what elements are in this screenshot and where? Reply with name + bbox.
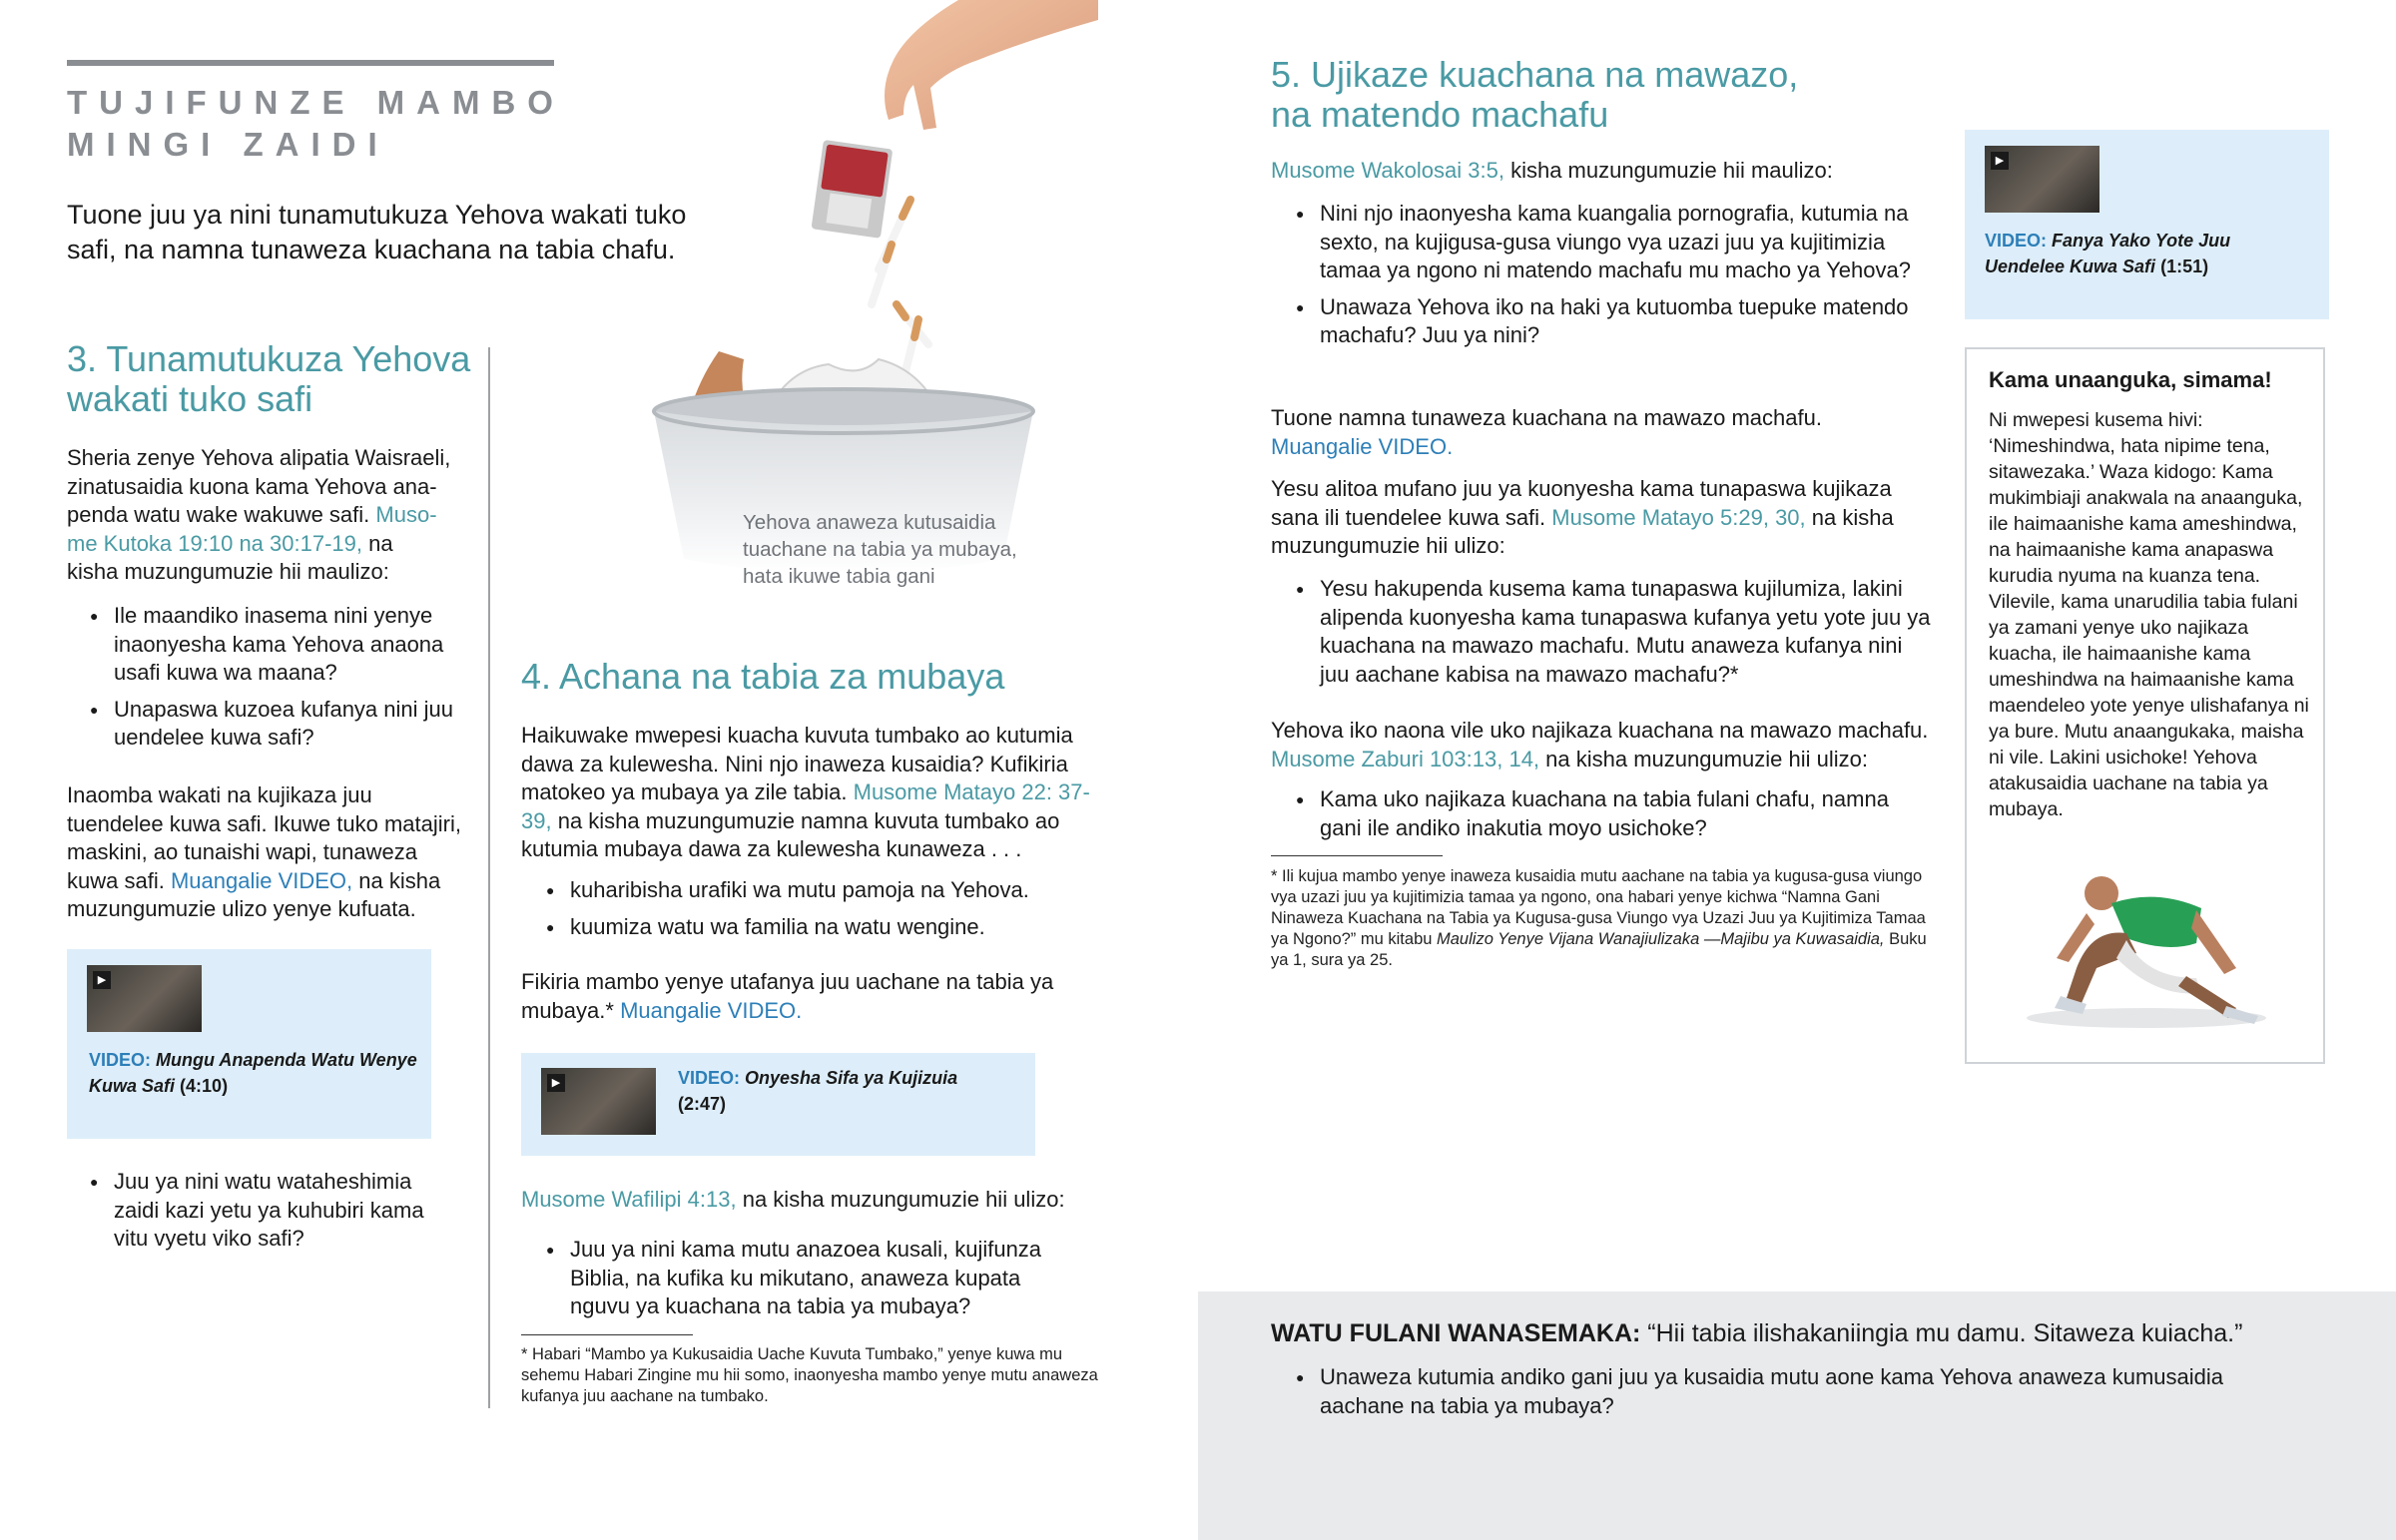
section3-scripture-link-a[interactable]: Muso-	[375, 502, 437, 527]
list-item: ● Kama uko najikaza kuachana na tabia fulani chafu, namna gani ile andiko inakutia moyo usichoke?	[1294, 785, 1933, 842]
page-title	[67, 82, 565, 166]
video-label: VIDEO:	[89, 1050, 152, 1070]
video-title: Fanya Yako Yote Juu Uendelee Kuwa Safi	[1985, 231, 2231, 276]
section3-para1-text-a: Sheria zenye Yehova alipatia Waisraeli,	[67, 445, 451, 470]
list-item: ● kuharibisha urafiki wa mutu pamoja na Yehova.	[544, 876, 1103, 905]
video-caption	[89, 1047, 418, 1099]
section4-para1	[521, 722, 1100, 864]
play-icon[interactable]: ▶	[547, 1074, 565, 1092]
bottom-panel-quote: “Hii tabia ilishakaniingia mu damu. Sitaweza kuiacha.”	[1640, 1319, 2243, 1347]
section4-para2	[521, 968, 1100, 1025]
video-duration: (1:51)	[2160, 257, 2209, 276]
section5-para2-after: na kisha muzungumuzie hii ulizo:	[1271, 504, 1894, 558]
video-duration: (4:10)	[180, 1076, 229, 1096]
section5-para2-text: Yesu alitoa mufano juu ya kuonyesha kama tunapaswa kujikaza sana ili tuendelee kuwa safi.	[1271, 476, 1892, 530]
page-title-line2: MINGI ZAIDI	[67, 126, 389, 163]
section3-video-box[interactable]	[67, 949, 431, 1139]
section5-bullets3	[1294, 785, 1933, 850]
video-title: Mungu Anapenda Watu Wenye Kuwa Safi	[89, 1050, 417, 1096]
section5-zaburi-link[interactable]: Musome Zaburi 103:13, 14,	[1271, 746, 1540, 771]
section5-para3-after: na kisha muzungumuzie hii ulizo:	[1539, 746, 1868, 771]
header-rule	[67, 60, 554, 66]
list-item: ● Yesu hakupenda kusema kama tunapaswa kujilumiza, lakini alipenda kuonyesha kama tunapaswa kufanya yetu yote juu ya kuachana na mawazo machafu. Mutu anaweza kufanya nini juu aachane kabisa na mawazo machafu?*	[1294, 575, 1933, 689]
list-item: ● Unawaza Yehova iko na haki ya kutuomba tuepuke matendo machafu? Juu ya nini?	[1294, 293, 1933, 350]
section3-bullets-after-video	[88, 1168, 457, 1262]
bottom-panel-bullets	[1294, 1363, 2292, 1428]
section4-bullets	[544, 876, 1103, 949]
section5-footnote-text-a: * Ili kujua mambo yenye inaweza kusaidia mutu aachane na tabia ya kugusa-gusa viungo vya uzazi juu ya kujitimizia tamaa ya ngono, ona habari yenye kichwa “Namna Gani Ninaweza Kuachana na Tabia ya Kugusa-gusa Viungo vya Uzazi Juu ya Kujitimiza Tamaa ya Ngono?” mu kitabu	[1271, 867, 1926, 948]
section4-read-after: na kisha muzungumuzie hii ulizo:	[736, 1187, 1065, 1212]
video-caption	[678, 1065, 1017, 1117]
bottom-panel-statement	[1271, 1317, 2349, 1349]
list-item: ● Juu ya nini watu wataheshimia zaidi kazi yetu ya kuhubiri kama vitu vyetu viko safi?	[88, 1168, 457, 1254]
footnote-rule	[521, 1334, 693, 1335]
section5-read1-after: kisha muzungumuzie hii maulizo:	[1503, 158, 1833, 183]
video-title: Onyesha Sifa ya Kujizuia	[745, 1068, 958, 1088]
section3-para1-text-c: penda watu wake wakuwe safi.	[67, 502, 376, 527]
section3-heading-line2: wakati tuko safi	[67, 378, 313, 419]
section4-para1-after: na kisha muzungumuzie namna kuvuta tumbako ao kutumia mubaya dawa za kulewesha kunaweza . . .	[521, 807, 1060, 861]
section4-video-box[interactable]	[521, 1053, 1035, 1156]
section5-read1	[1271, 157, 1930, 186]
section3-para2-after: na kisha muzungumuzie ulizo yenye kufuata.	[67, 867, 441, 921]
section3-scripture-link-b[interactable]: me Kutoka 19:10 na 30:17-19,	[67, 530, 362, 556]
image-caption: Yehova anaweza kutusaidia tuachane na tabia ya mubaya, hata ikuwe tabia gani	[743, 511, 1017, 588]
bottom-panel-label: WATU FULANI WANASEMAKA:	[1271, 1319, 1641, 1347]
section4-para2-text: Fikiria mambo yenye utafanya juu uachane na tabia ya mubaya.*	[521, 969, 1054, 1023]
play-icon[interactable]: ▶	[93, 971, 111, 989]
section5-video-link[interactable]: Muangalie VIDEO.	[1271, 433, 1454, 459]
section5-bullets2	[1294, 575, 1933, 697]
column-divider	[488, 347, 490, 1408]
section4-footnote: * Habari “Mambo ya Kukusaidia Uache Kuvuta Tumbako,” yenye kuwa mu sehemu Habari Zingine mu hii somo, inaonyesha mambo yenye mutu anaweza kufanya juu aachane na tumbako.	[521, 1345, 1098, 1405]
section3-para1-tail: na	[362, 530, 393, 556]
section5-para2	[1271, 475, 1930, 561]
section5-read1-link[interactable]: Musome Wakolosai 3:5,	[1271, 158, 1504, 183]
list-item: ● Unapaswa kuzoea kufanya nini juu uendelee kuwa safi?	[88, 696, 465, 753]
sidebar-text: Ni mwepesi kusema hivi: ‘Nimeshindwa, hata nipime tena, sitawezaka.’ Waza kidogo: Kama mukimbiaji anakwala na anaanguka, ile haimaanishe kama ameshindwa, na haimaanishe kama anapaswa kurudia nyuma na kuanza tena. Vilevile, kama unarudilia tabia fulani ya zamani yenye uko najikaza kuacha, ile haimaanishe kama umeshindwa na haimaanishe kama maendeleo yote yenye ulishafanya ni ya bure. Mutu anaangukaka, maisha ni vile. Lakini usichoke! Yehova atakusaidia uachane na tabia ya mubaya.	[1989, 409, 2309, 820]
section5-para3	[1271, 717, 1930, 773]
section5-footnote-text-b: Buku ya 1, sura ya 25.	[1271, 930, 1927, 969]
section5-para1	[1271, 404, 1930, 461]
video-thumbnail[interactable]	[1985, 146, 2099, 213]
section5-bullets1	[1294, 200, 1933, 358]
section4-bullets-last	[544, 1236, 1073, 1329]
section5-footnote-book: Maulizo Yenye Vijana Wanajiulizaka —Majibu ya Kuwasaidia,	[1437, 930, 1885, 948]
section5-video-box[interactable]	[1965, 130, 2329, 319]
section5-para1-text: Tuone namna tunaweza kuachana na mawazo machafu.	[1271, 405, 1822, 430]
section4-video-link[interactable]: Muangalie VIDEO.	[620, 997, 803, 1023]
page-title-line1: TUJIFUNZE MAMBO	[67, 84, 565, 121]
section3-heading	[67, 339, 470, 419]
section3-video-link[interactable]: Muangalie VIDEO,	[170, 867, 353, 893]
list-item: ● Ile maandiko inasema nini yenye inaonyesha kama Yehova anaona usafi kuwa wa maana?	[88, 602, 465, 688]
section5-para3-text: Yehova iko naona vile uko najikaza kuachana na mawazo machafu.	[1271, 718, 1929, 743]
section4-read-link[interactable]: Musome Wafilipi 4:13,	[521, 1187, 737, 1212]
section5-footnote	[1271, 866, 1935, 971]
bottom-panel	[1198, 1291, 2396, 1540]
sidebar-title: Kama unaanguka, simama!	[1989, 367, 2272, 392]
section3-heading-line1: 3. Tunamutukuza Yehova	[67, 338, 471, 379]
list-item: ● Juu ya nini kama mutu anazoea kusali, kujifunza Biblia, na kufika ku mikutano, anaweza kupata nguvu ya kuachana na tabia ya mubaya?	[544, 1236, 1073, 1321]
video-thumbnail[interactable]	[541, 1068, 656, 1135]
runner-illustration	[1997, 858, 2296, 1048]
video-label: VIDEO:	[1985, 231, 2048, 251]
section4-read	[521, 1186, 1100, 1215]
video-duration: (2:47)	[678, 1094, 727, 1114]
section5-scripture-link[interactable]: Musome Matayo 5:29, 30,	[1551, 504, 1806, 530]
play-icon[interactable]: ▶	[1991, 152, 2009, 170]
section3-para2-text: Inaomba wakati na kujikaza juu tuendelee kuwa safi. Ikuwe tuko matajiri, maskini, ao tunaishi wapi, tunaweza kuwa safi.	[67, 782, 461, 893]
section5-heading	[1271, 55, 1798, 135]
section3-bullets	[88, 602, 465, 761]
section5-heading-line2: na matendo machafu	[1271, 94, 1609, 135]
sidebar-box	[1965, 347, 2325, 1064]
list-item: ● kuumiza watu wa familia na watu wengine.	[544, 913, 1103, 942]
video-thumbnail[interactable]	[87, 965, 202, 1032]
section4-scripture-link[interactable]: Musome Matayo 22: 37-39,	[521, 779, 1090, 833]
section3-para2	[67, 781, 461, 924]
list-item: ● Unaweza kutumia andiko gani juu ya kusaidia mutu aone kama Yehova anaweza kumusaidia aachane na tabia ya mubaya?	[1294, 1363, 2292, 1420]
section3-para1-text-b: zinatusaidia kuona kama Yehova ana-	[67, 473, 437, 499]
section5-heading-line1: 5. Ujikaze kuachana na mawazo,	[1271, 54, 1799, 95]
section3-para1-end: kisha muzungumuzie hii maulizo:	[67, 559, 389, 584]
video-caption	[1985, 228, 2314, 279]
footnote-rule	[1271, 855, 1443, 856]
section3-para1	[67, 444, 466, 587]
section4-heading: 4. Achana na tabia za mubaya	[521, 656, 1005, 697]
intro-text: Tuone juu ya nini tunamutukuza Yehova wakati tuko safi, na namna tunaweza kuachana na tabia chafu.	[67, 200, 687, 264]
video-label: VIDEO:	[678, 1068, 741, 1088]
section4-para1-text: Haikuwake mwepesi kuacha kuvuta tumbako ao kutumia dawa za kulewesha. Nini njo inaweza kusaidia? Kufikiria matokeo ya mubaya ya zile tabia.	[521, 723, 1073, 804]
list-item: ● Nini njo inaonyesha kama kuangalia pornografia, kutumia na sexto, na kujigusa-gusa viungo vya uzazi juu ya kujitimizia tamaa ya ngono ni matendo machafu mu macho ya Yehova?	[1294, 200, 1933, 285]
